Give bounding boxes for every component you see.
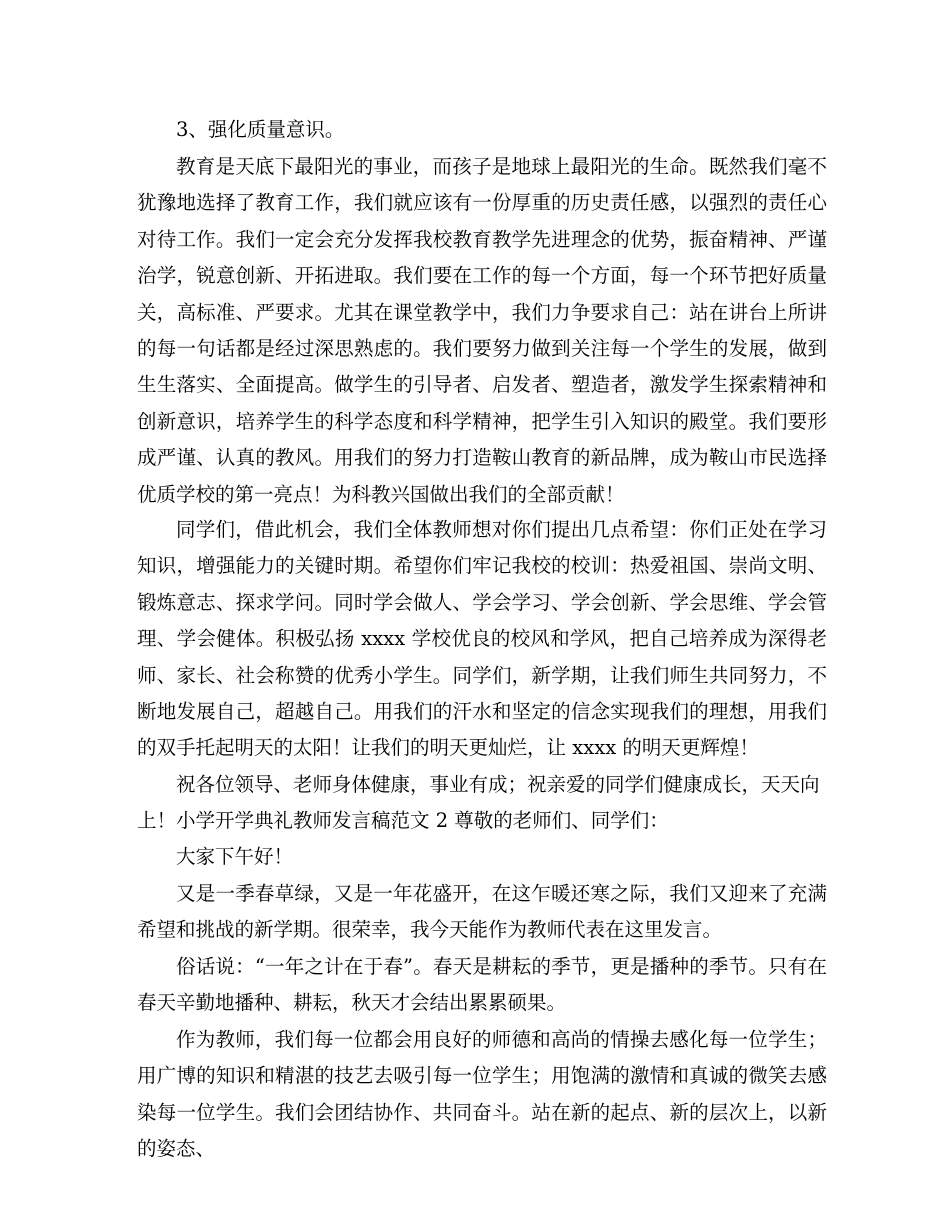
paragraph-blessings: 祝各位领导、老师身体健康，事业有成；祝亲爱的同学们健康成长，天天向上！ — [137, 773, 820, 833]
greeting-line: 大家下午好！ — [176, 845, 294, 868]
section-heading: 3、强化质量意识。 — [176, 118, 345, 141]
paragraph-hopes-for-students: 同学们，借此机会，我们全体教师想对你们提出几点希望：你们正处在学习知识，增强能力的关键时期。希望你们牢记我校的校训：热爱祖国、崇尚文明、锻炼意志、探求学问。同时学会做人、学会学习、学会创新、学会思维、学会管理、学会健体。积极弘扬 xxxx 学校优良的校风和学风，把自己培养成为深得老师、家长、社会称赞的优秀小学生。同学们，新学期，让我们师生共同努力，不断地发展自己，超越自己。用我们的汗水和坚定的信念实现我们的理想，用我们的双手托起明天的太阳！让我们的明天更灿烂，让 xxxx 的明天更辉煌！ — [137, 518, 827, 760]
paragraph-new-semester: 又是一季春草绿，又是一年花盛开，在这乍暖还寒之际，我们又迎来了充满希望和挑战的新学期。很荣幸，我今天能作为教师代表在这里发言。 — [137, 882, 827, 942]
paragraph-spring-saying: 俗话说：“一年之计在于春”。春天是耕耘的季节，更是播种的季节。只有在春天辛勤地播种、耕耘，秋天才会结出累累硕果。 — [137, 955, 827, 1015]
speech-title-line: 小学开学典礼教师发言稿范文 2 尊敬的老师们、同学们： — [176, 809, 669, 832]
paragraph-quality-awareness: 教育是天底下最阳光的事业，而孩子是地球上最阳光的生命。既然我们毫不犹豫地选择了教育工作，我们就应该有一份厚重的历史责任感，以强烈的责任心对待工作。我们一定会充分发挥我校教育教学先进理念的优势，振奋精神、严谨治学，锐意创新、开拓进取。我们要在工作的每一个方面，每一个环节把好质量关，高标准、严要求。尤其在课堂教学中，我们力争要求自己：站在讲台上所讲的每一句话都是经过深思熟虑的。我们要努力做到关注每一个学生的发展，做到生生落实、全面提高。做学生的引导者、启发者、塑造者，激发学生探索精神和创新意识，培养学生的科学态度和科学精神，把学生引入知识的殿堂。我们要形成严谨、认真的教风。用我们的努力打造鞍山教育的新品牌，成为鞍山市民选择优质学校的第一亮点！为科教兴国做出我们的全部贡献！ — [137, 155, 827, 506]
paragraph-as-teachers: 作为教师，我们每一位都会用良好的师德和高尚的情操去感化每一位学生；用广博的知识和精湛的技艺去吸引每一位学生；用饱满的激情和真诚的微笑去感染每一位学生。我们会团结协作、共同奋斗。站在新的起点、新的层次上，以新的姿态、 — [137, 1028, 827, 1161]
